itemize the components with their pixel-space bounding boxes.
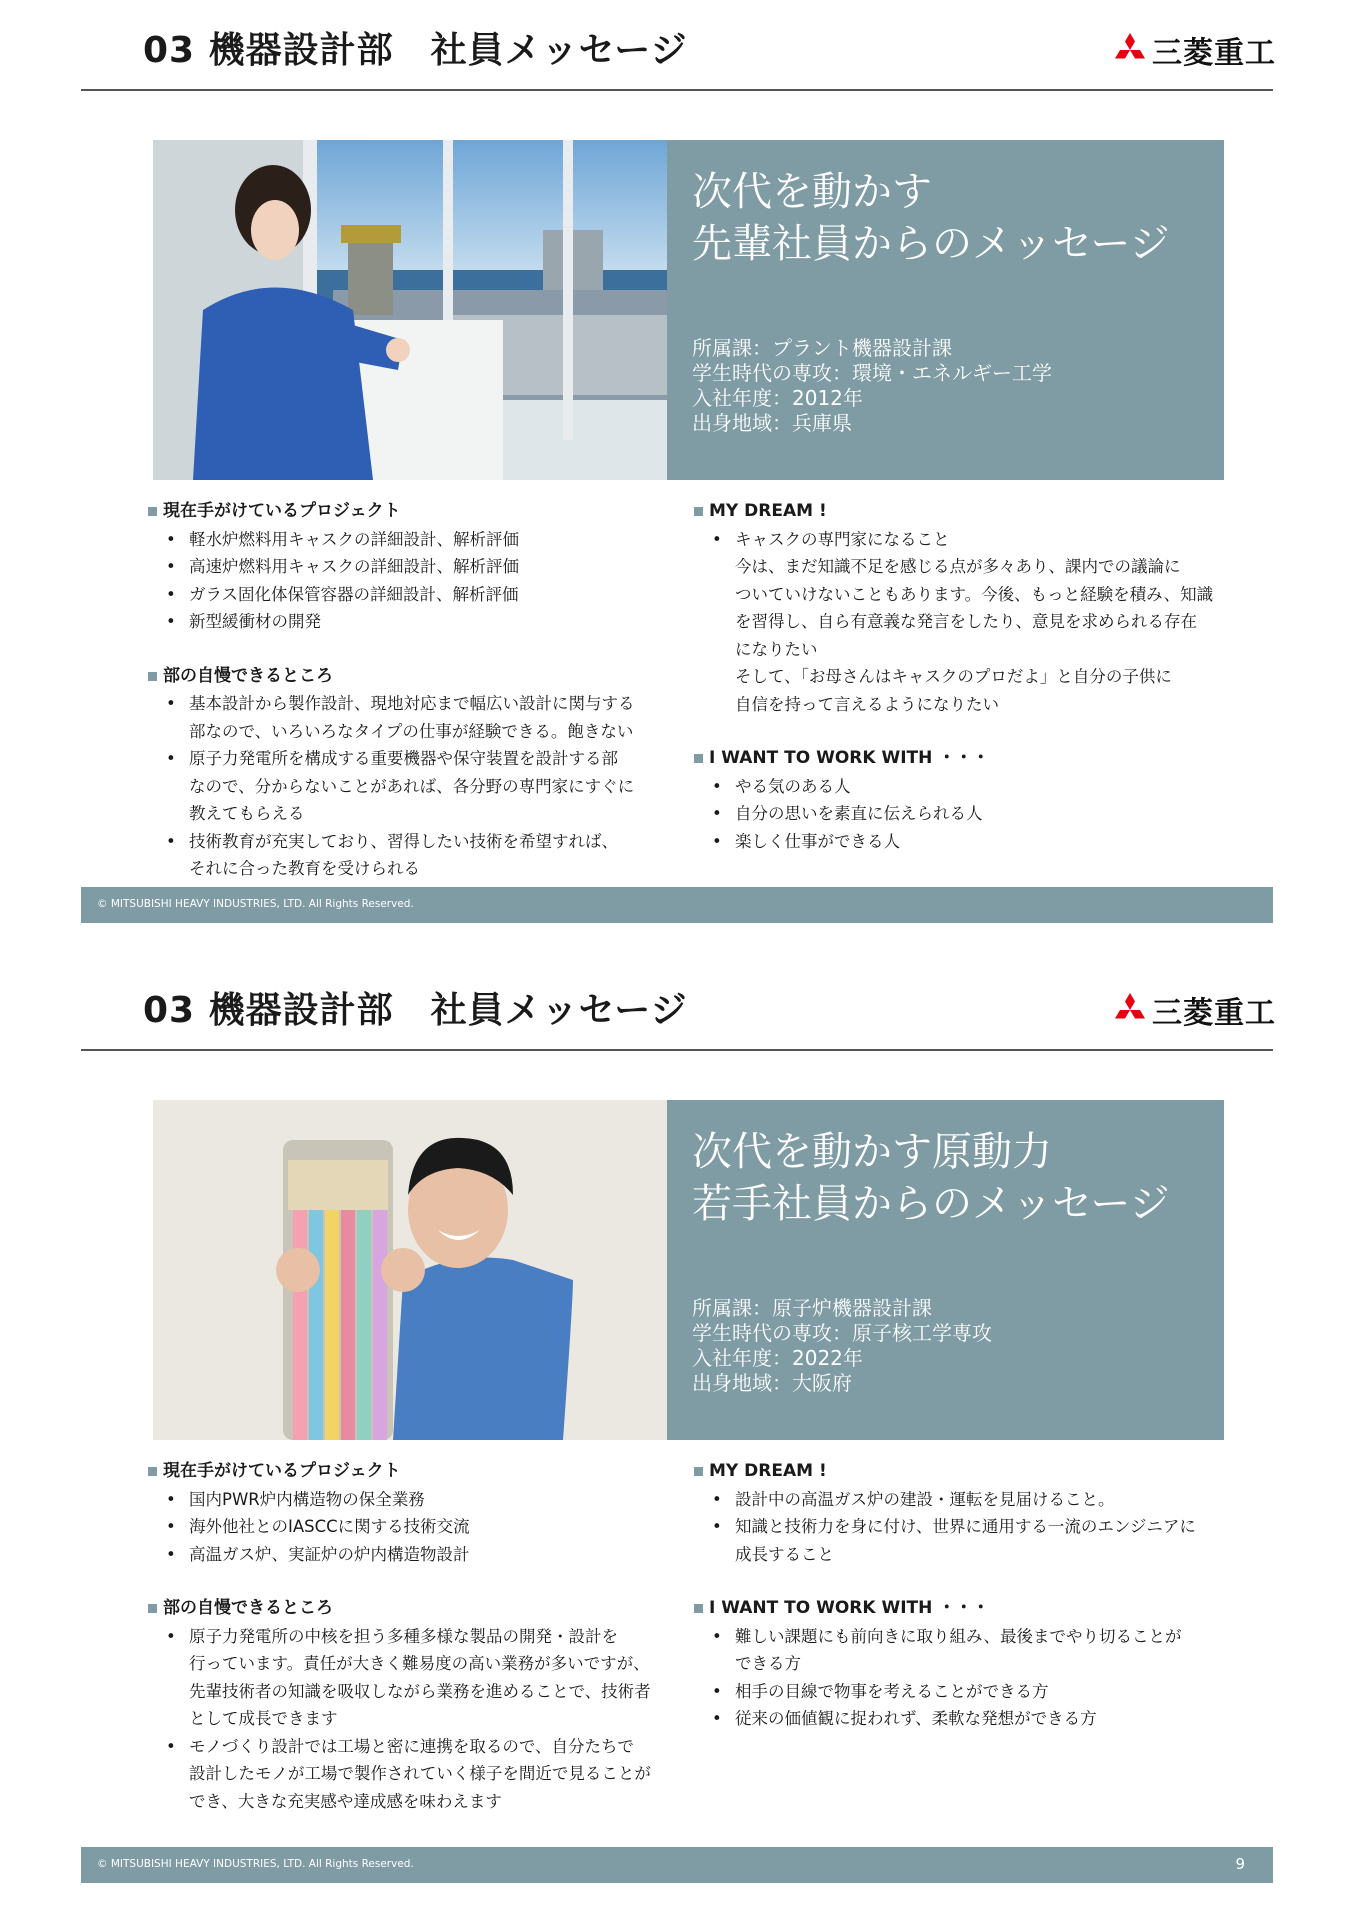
list-item-line: • 原子力発電所の中核を担う多種多様な製品の開発・設計を — [189, 1626, 618, 1646]
message-headline — [692, 1126, 1170, 1230]
headline-line: 次代を動かす原動力 — [692, 1129, 1052, 1175]
paragraph-line: そして、「お母さんはキャスクのプロだよ」と自分の子供に — [735, 667, 1172, 686]
section-title — [694, 745, 1229, 773]
list-item-line: 成長すること — [735, 1544, 834, 1564]
footer-bar — [81, 1847, 1273, 1883]
header-rule — [81, 1049, 1273, 1051]
list-item — [148, 745, 668, 828]
left-column — [148, 1458, 668, 1842]
list-item — [148, 1623, 668, 1733]
list-item-line: 先輩技術者の知識を吸収しながら業務を進めることで、技術者 — [189, 1681, 651, 1701]
message-headline — [692, 166, 1170, 270]
company-logo — [1112, 990, 1276, 1030]
section-title — [694, 1458, 1229, 1486]
section-title — [694, 498, 1229, 526]
work-with-section — [694, 745, 1229, 855]
list-item: • 楽しく仕事ができる人 — [694, 828, 1229, 856]
profile-hometown: 出身地域：兵庫県 — [692, 411, 852, 435]
list-item-line: • 技術教育が充実しており、習得したい技術を希望すれば、 — [189, 831, 618, 851]
list-item: • 自分の思いを素直に伝えられる人 — [694, 800, 1229, 828]
section-title — [694, 1595, 1229, 1623]
square-bullet-icon — [148, 507, 157, 516]
profile-join-year: 入社年度：2012年 — [692, 386, 863, 410]
page-number: 9 — [1235, 1855, 1245, 1873]
headline-line: 若手社員からのメッセージ — [692, 1181, 1170, 1227]
slide-2 — [0, 960, 1351, 1920]
square-bullet-icon — [148, 1467, 157, 1476]
company-logo — [1112, 30, 1276, 70]
paragraph-line: 自信を持って言えるようになりたい — [735, 694, 999, 714]
square-bullet-icon — [694, 507, 703, 516]
list-item: • 高速炉燃料用キャスクの詳細設計、解析評価 — [148, 553, 668, 581]
employee-photo — [153, 1100, 667, 1440]
list-item — [694, 1513, 1229, 1568]
list-item — [694, 1623, 1229, 1678]
right-column — [694, 498, 1229, 882]
left-column — [148, 498, 668, 910]
right-column — [694, 1458, 1229, 1760]
projects-section — [148, 1458, 668, 1568]
square-bullet-icon — [148, 1604, 157, 1613]
section-title — [148, 498, 668, 526]
message-panel — [667, 1100, 1224, 1440]
square-bullet-icon — [694, 1467, 703, 1476]
list-item: • 高温ガス炉、実証炉の炉内構造物設計 — [148, 1541, 668, 1569]
logo-text: 三菱重工 — [1152, 996, 1276, 1031]
paragraph-line: を習得し、自ら有意義な発言をしたり、意見を求められる存在 — [735, 612, 1197, 631]
list-item-line: 教えてもらえる — [189, 804, 305, 823]
list-item-line: それに合った教育を受けられる — [189, 859, 420, 878]
list-item-line: 行っています。責任が大きく難易度の高い業務が多いですが、 — [189, 1654, 650, 1673]
profile-major: 学生時代の専攻：環境・エネルギー工学 — [692, 361, 1052, 385]
section-title-text: 現在手がけているプロジェクト — [163, 1461, 401, 1481]
list-item-line: 設計したモノが工場で製作されていく様子を間近で見ることが — [189, 1764, 651, 1783]
profile-department: 所属課：プラント機器設計課 — [692, 336, 952, 360]
work-with-section — [694, 1595, 1229, 1733]
section-title-text: I WANT TO WORK WITH ・・・ — [709, 748, 990, 768]
projects-section — [148, 498, 668, 636]
list-item-line: でき、大きな充実感や達成感を味わえます — [189, 1791, 502, 1811]
list-item: • 設計中の高温ガス炉の建設・運転を見届けること。 — [694, 1486, 1229, 1514]
profile-hometown: 出身地域：大阪府 — [692, 1371, 852, 1395]
header-rule — [81, 89, 1273, 91]
footer-bar — [81, 887, 1273, 923]
three-diamonds-logo-icon — [1112, 33, 1148, 67]
employee-profile — [692, 336, 1052, 436]
section-title-text: 部の自慢できるところ — [163, 665, 333, 686]
dream-paragraph — [694, 553, 1229, 718]
copyright-text: © MITSUBISHI HEAVY INDUSTRIES, LTD. All Rights Reserved. — [97, 1858, 414, 1870]
list-item-line: • 知識と技術力を身に付け、世界に通用する一流のエンジニアに — [735, 1517, 1196, 1536]
list-item: • やる気のある人 — [694, 773, 1229, 801]
square-bullet-icon — [694, 754, 703, 763]
list-item-line: • 基本設計から製作設計、現地対応まで幅広い設計に関与する — [189, 694, 635, 713]
list-item-line: 部なので、いろいろなタイプの仕事が経験できる。飽きない — [189, 721, 634, 741]
headline-line: 次代を動かす — [692, 169, 932, 215]
list-item: • 相手の目線で物事を考えることができる方 — [694, 1678, 1229, 1706]
profile-join-year: 入社年度：2022年 — [692, 1346, 863, 1370]
slide-title: 03 機器設計部 社員メッセージ — [143, 990, 688, 1031]
list-item-line: • 原子力発電所を構成する重要機器や保守装置を設計する部 — [189, 749, 618, 768]
employee-profile — [692, 1296, 992, 1396]
list-item: • キャスクの専門家になること — [694, 526, 1229, 554]
list-item — [148, 690, 668, 745]
pride-section — [148, 1595, 668, 1815]
list-item-line: なので、分からないことがあれば、各分野の専門家にすぐに — [189, 776, 635, 796]
section-title-text: I WANT TO WORK WITH ・・・ — [709, 1598, 990, 1618]
list-item: • 従来の価値観に捉われず、柔軟な発想ができる方 — [694, 1705, 1229, 1733]
headline-line: 先輩社員からのメッセージ — [692, 221, 1170, 267]
list-item: • 新型緩衝材の開発 — [148, 608, 668, 636]
square-bullet-icon — [148, 672, 157, 681]
list-item-line: • 難しい課題にも前向きに取り組み、最後までやり切ることが — [735, 1626, 1182, 1646]
section-title — [148, 663, 668, 691]
list-item: • 軽水炉燃料用キャスクの詳細設計、解析評価 — [148, 526, 668, 554]
list-item — [148, 828, 668, 883]
paragraph-line: 今は、まだ知識不足を感じる点が多々あり、課内での議論に — [735, 557, 1181, 576]
slide-title: 03 機器設計部 社員メッセージ — [143, 30, 688, 71]
copyright-text: © MITSUBISHI HEAVY INDUSTRIES, LTD. All Rights Reserved. — [97, 898, 414, 910]
list-item: • 海外他社とのIASCCに関する技術交流 — [148, 1513, 668, 1541]
list-item: • 国内PWR炉内構造物の保全業務 — [148, 1486, 668, 1514]
section-title — [148, 1458, 668, 1486]
list-item-line: • モノづくり設計では工場と密に連携を取るので、自分たちで — [189, 1736, 634, 1756]
pride-section — [148, 663, 668, 883]
dream-section — [694, 498, 1229, 718]
section-title-text: MY DREAM ! — [709, 1461, 827, 1481]
section-title — [148, 1595, 668, 1623]
employee-photo — [153, 140, 667, 480]
paragraph-line: になりたい — [735, 639, 818, 659]
list-item-line: できる方 — [735, 1654, 801, 1673]
three-diamonds-logo-icon — [1112, 993, 1148, 1027]
profile-department: 所属課：原子炉機器設計課 — [692, 1296, 932, 1320]
list-item: • ガラス固化体保管容器の詳細設計、解析評価 — [148, 581, 668, 609]
message-panel — [667, 140, 1224, 480]
paragraph-line: ついていけないこともあります。今後、もっと経験を積み、知識 — [735, 584, 1214, 604]
logo-text: 三菱重工 — [1152, 36, 1276, 71]
profile-major: 学生時代の専攻：原子核工学専攻 — [692, 1321, 992, 1345]
list-item — [148, 1733, 668, 1816]
section-title-text: 部の自慢できるところ — [163, 1598, 333, 1618]
section-title-text: MY DREAM ! — [709, 501, 827, 521]
list-item-line: として成長できます — [189, 1709, 338, 1728]
dream-section — [694, 1458, 1229, 1568]
square-bullet-icon — [694, 1604, 703, 1613]
section-title-text: 現在手がけているプロジェクト — [163, 501, 401, 521]
